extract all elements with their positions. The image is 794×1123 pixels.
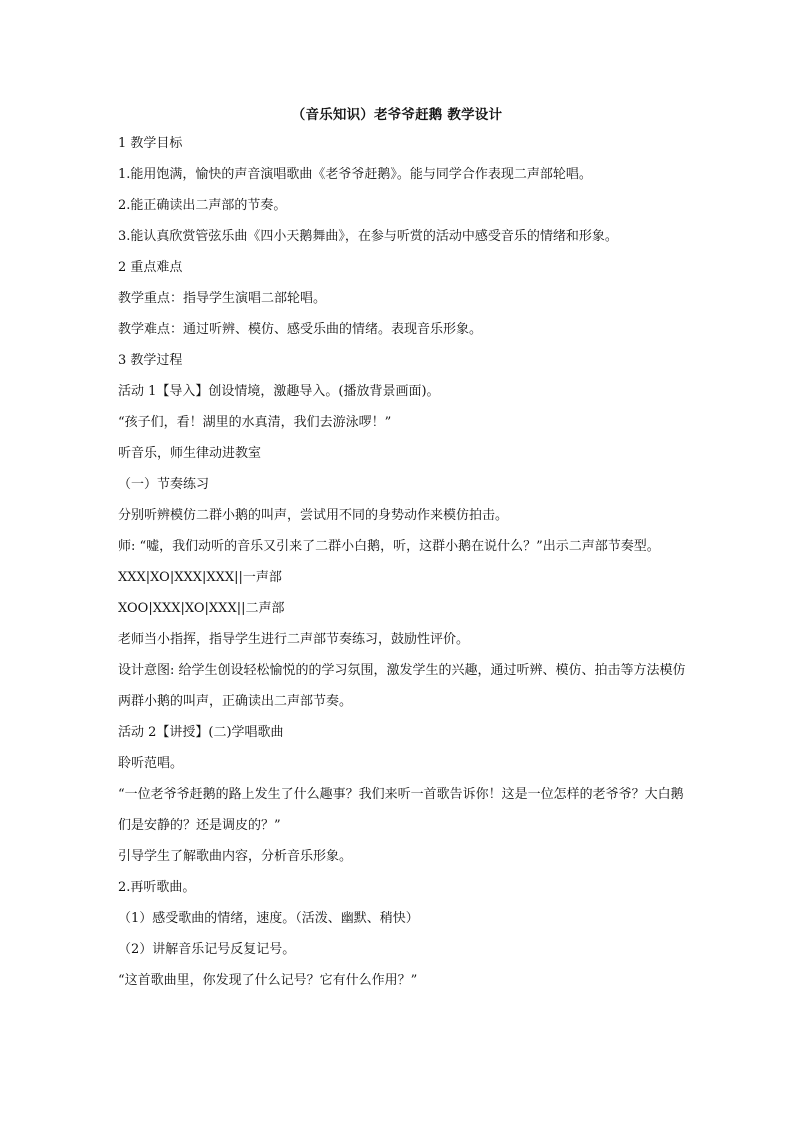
paragraph: 设计意图: 给学生创设轻松愉悦的的学习氛围，激发学生的兴趣，通过听辨、模仿、拍击等方法模仿两群小鹅的叫声，正确读出二声部节奏。 (118, 663, 686, 709)
paragraph: （2）讲解音乐记号反复记号。 (118, 942, 296, 957)
heading-teaching-process: 3 教学过程 (118, 353, 183, 368)
paragraph: 活动 1【导入】创设情境，激趣导入。(播放背景画面)。 (118, 384, 440, 399)
document-body (118, 134, 688, 1002)
paragraph: 引导学生了解歌曲内容，分析音乐形象。 (118, 849, 353, 864)
paragraph: 活动 2【讲授】(二)学唱歌曲 (118, 725, 284, 740)
paragraph: “一位老爷爷赶鹅的路上发生了什么趣事？我们来听一首歌告诉你！这是一位怎样的老爷爷？大白鹅们是安静的？还是调皮的？” (118, 787, 684, 833)
paragraph: 分别听辨模仿二群小鹅的叫声，尝试用不同的身势动作来模仿拍击。 (118, 508, 509, 523)
heading-teaching-goals: 1 教学目标 (118, 136, 183, 151)
paragraph: “孩子们，看！湖里的水真清，我们去游泳啰！” (118, 415, 392, 430)
paragraph: 3.能认真欣赏管弦乐曲《四小天鹅舞曲》，在参与听赏的活动中感受音乐的情绪和形象。 (118, 229, 618, 244)
paragraph: 老师当小指挥，指导学生进行二声部节奏练习，鼓励性评价。 (118, 632, 470, 647)
paragraph: 1.能用饱满，愉快的声音演唱歌曲《老爷爷赶鹅》。能与同学合作表现二声部轮唱。 (118, 167, 592, 182)
paragraph: 听音乐，师生律动进教室 (118, 446, 262, 461)
document-title: （音乐知识）老爷爷赶鹅 教学设计 (291, 107, 503, 123)
paragraph: 教学难点：通过听辨、模仿、感受乐曲的情绪。表现音乐形象。 (118, 322, 483, 337)
paragraph: “这首歌曲里，你发现了什么记号？它有什么作用？” (118, 973, 418, 988)
rhythm-line: XOO|XXX|XO|XXX||二声部 (118, 601, 285, 616)
rhythm-line: XXX|XO|XXX|XXX||一声部 (118, 570, 282, 585)
paragraph: 聆听范唱。 (118, 756, 184, 771)
paragraph: （一）节奏练习 (118, 477, 210, 492)
heading-key-difficulties: 2 重点难点 (118, 260, 183, 275)
paragraph: 2.再听歌曲。 (118, 880, 196, 895)
paragraph: 师: “嘘，我们动听的音乐又引来了二群小白鹅，听，这群小鹅在说什么？”出示二声部节奏型。 (118, 539, 660, 554)
paragraph: （1）感受歌曲的情绪，速度。（活泼、幽默、稍快） (118, 911, 419, 926)
paragraph: 2.能正确读出二声部的节奏。 (118, 198, 287, 213)
paragraph: 教学重点：指导学生演唱二部轮唱。 (118, 291, 327, 306)
